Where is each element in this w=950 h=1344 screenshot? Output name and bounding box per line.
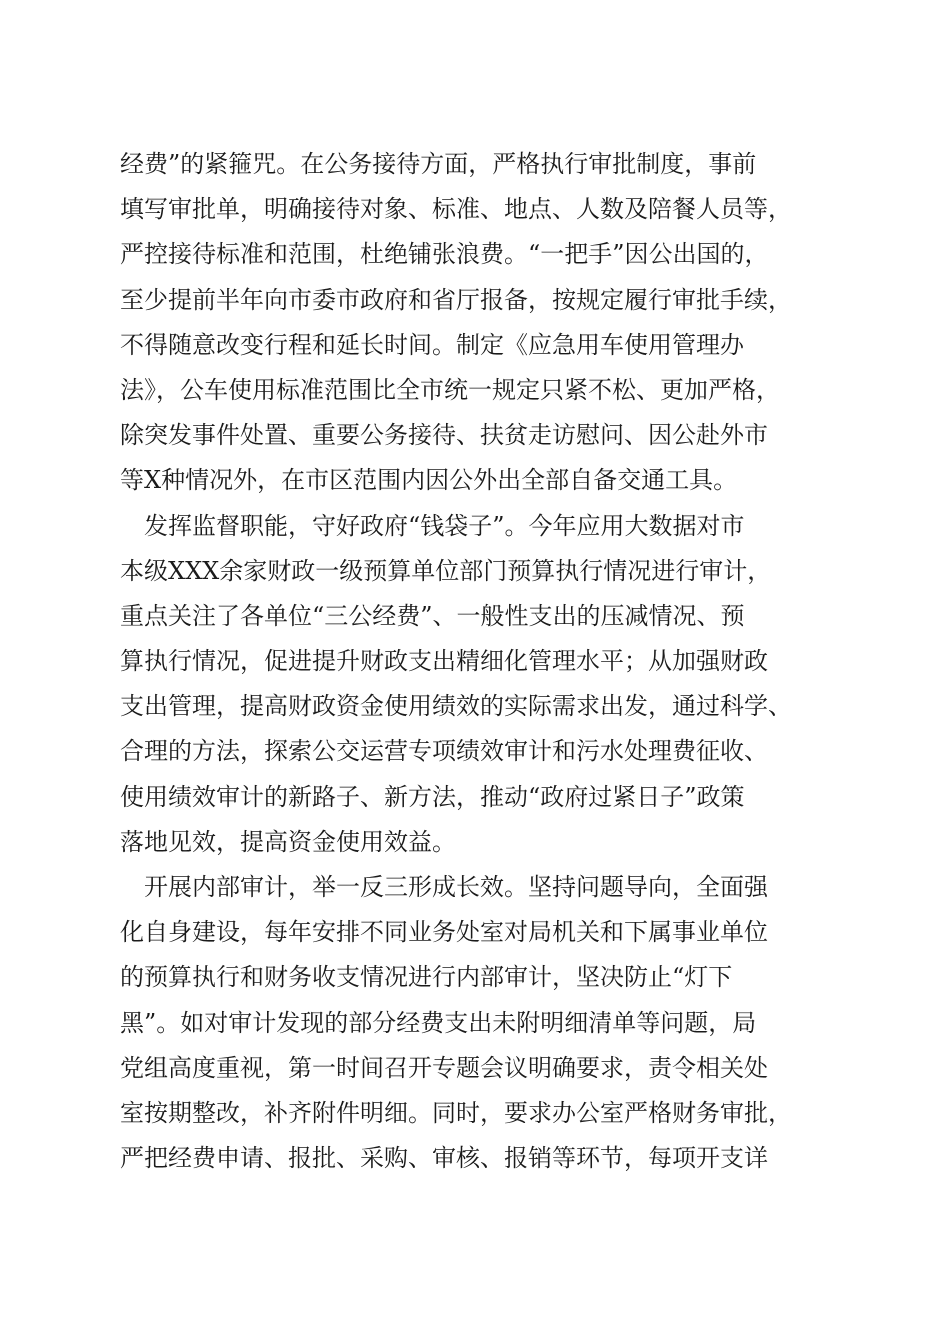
paragraph-start-line: 发挥监督职能，守好政府“钱袋子”。今年应用大数据对市 <box>120 511 745 540</box>
text-line: 支出管理，提高财政资金使用绩效的实际需求出发，通过科学、 <box>120 692 792 721</box>
text-line: 合理的方法，探索公交运营专项绩效审计和污水处理费征收、 <box>120 737 768 766</box>
text-line: 落地见效，提高资金使用效益。 <box>120 827 456 856</box>
text-line: 使用绩效审计的新路子、新方法，推动“政府过紧日子”政策 <box>120 782 745 811</box>
text-line: 严控接待标准和范围，杜绝铺张浪费。“一把手”因公出国的， <box>120 240 769 269</box>
text-line: 本级XXX余家财政一级预算单位部门预算执行情况进行审计， <box>120 556 772 585</box>
text-line: 严把经费申请、报批、采购、审核、报销等环节，每项开支详 <box>120 1144 768 1173</box>
text-line: 化自身建设，每年安排不同业务处室对局机关和下属事业单位 <box>120 918 768 947</box>
text-line: 至少提前半年向市委市政府和省厅报备，按规定履行审批手续， <box>120 285 792 314</box>
text-line: 重点关注了各单位“三公经费”、一般性支出的压减情况、预 <box>120 601 745 630</box>
text-line: 经费”的紧箍咒。在公务接待方面，严格执行审批制度，事前 <box>120 150 757 178</box>
text-line: 党组高度重视，第一时间召开专题会议明确要求，责令相关处 <box>120 1053 768 1082</box>
text-line: 除突发事件处置、重要公务接待、扶贫走访慰问、因公赴外市 <box>120 421 768 450</box>
text-line: 填写审批单，明确接待对象、标准、地点、人数及陪餐人员等， <box>120 195 792 224</box>
text-line: 黑”。如对审计发现的部分经费支出未附明细清单等问题，局 <box>120 1008 757 1037</box>
text-line: 室按期整改，补齐附件明细。同时，要求办公室严格财务审批， <box>120 1098 792 1127</box>
document-body <box>120 142 840 1181</box>
text-line: 算执行情况，促进提升财政支出精细化管理水平；从加强财政 <box>120 647 768 676</box>
paragraph-start-line: 开展内部审计，举一反三形成长效。坚持问题导向，全面强 <box>120 873 768 901</box>
text-line: 的预算执行和财务收支情况进行内部审计，坚决防止“灯下 <box>120 963 733 992</box>
text-line: 法》，公车使用标准范围比全市统一规定只紧不松、更加严格， <box>120 375 780 404</box>
text-line: 不得随意改变行程和延长时间。制定《应急用车使用管理办 <box>120 330 744 359</box>
text-line: 等X种情况外，在市区范围内因公外出全部自备交通工具。 <box>120 466 738 495</box>
